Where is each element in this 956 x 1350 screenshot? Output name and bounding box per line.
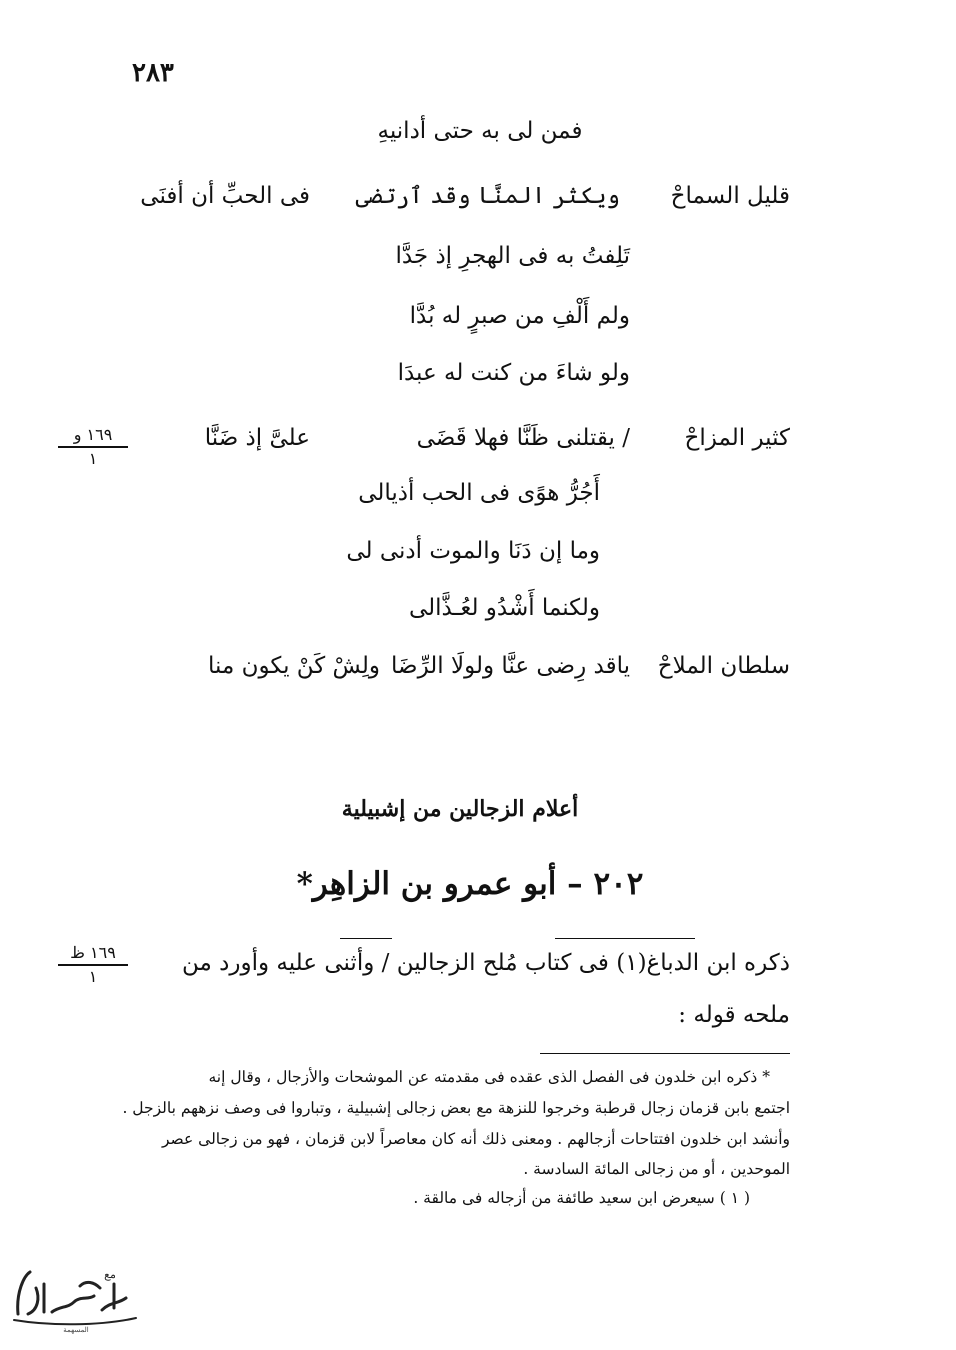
poem-line-2b: فى الحبِّ أن أفنَى (140, 183, 310, 209)
poem-line-8: وما إن دَنَا والموت أدنى لى (346, 538, 600, 564)
poem-line-6b: علىَّ إذ ضَنَّا (204, 425, 310, 451)
folio-sub: ١ (88, 966, 98, 986)
body-text-line-1: ذكره ابن الدباغ(١) فى كتاب مُلح الزجالين / وأثنى عليه وأورد من (182, 950, 790, 976)
section-title: أعلام الزجالين من إشبيلية (341, 796, 579, 822)
poem-line-10b: ولِشْ كَنْ يكون منا (208, 653, 380, 679)
footnote-separator (540, 1053, 790, 1054)
footnote-line: اجتمع بابن قزمان زجال قرطبة وخرجوا للنزهة مع بعض زجالى إشبيلية ، وتباروا فى وصف نزههم بالزجل . (122, 1099, 790, 1117)
manuscript-folio-note (58, 426, 128, 467)
folio-number: ١٦٩ و (58, 426, 128, 448)
poem-line-1: فمن لى به حتى أدانيهِ (377, 118, 583, 144)
poem-line-7: أَجُرُّ هوًى فى الحب أذيالى (358, 480, 600, 506)
poem-line-5: ولو شاءَ من كنت له عبدَا (397, 360, 630, 386)
footnote-line: * ذكره ابن خلدون فى الفصل الذى عقده فى مقدمته عن الموشحات والأزجال ، وقال إنه (208, 1068, 770, 1086)
poem-line-2a: ويكثر المنَّا وقد ٱرتضى (355, 183, 620, 209)
folio-number: ١٦٩ ظ (58, 944, 128, 966)
seal-caption: المسهمة (63, 1326, 89, 1334)
body-text-line-2: ملحه قوله : (678, 1002, 790, 1028)
poem-speaker-name: سلطان الملاحْ (657, 653, 790, 679)
footnote-line: ( ١ ) سيعرض ابن سعيد طائفة من أزجاله فى مالقة . (413, 1189, 750, 1207)
page-number: ٢٨٣ (132, 58, 174, 88)
overline-rule (555, 938, 695, 939)
overline-rule (340, 938, 392, 939)
footnote-line: وأنشد ابن خلدون افتتاحات أزجالهم . ومعنى ذلك أنه كان معاصراً لابن قزمان ، فهو من زجالى عصر (161, 1130, 790, 1148)
poem-speaker-name: كثير المزاحْ (684, 425, 790, 451)
seal-logo-icon (10, 1262, 140, 1334)
footnote-line: الموحدين ، أو من زجالى المائة السادسة . (523, 1160, 790, 1178)
poem-line-9: ولكنما أَشْدُو لعُـذَّالى (408, 595, 600, 621)
poem-line-10a: ياقد رِضى عنَّا ولولَا الرِّضَا (391, 653, 630, 679)
poem-line-3: تَلِفتُ به فى الهجرِ إذ جَدَّا (395, 243, 630, 269)
poem-line-6a: / يقتلنى ظَنَّا فهلا قَضَى (416, 425, 630, 451)
folio-sub: ١ (88, 448, 98, 468)
manuscript-folio-note (58, 944, 128, 985)
entry-title: ٢٠٢ – أبو عمرو بن الزاهِر* (296, 866, 644, 902)
seal-small-text: مع (104, 1268, 116, 1281)
poem-speaker-name: قليل السماحْ (670, 183, 790, 209)
poem-line-4: ولم أَلْفِ من صبرٍ له بُدَّا (409, 303, 630, 329)
